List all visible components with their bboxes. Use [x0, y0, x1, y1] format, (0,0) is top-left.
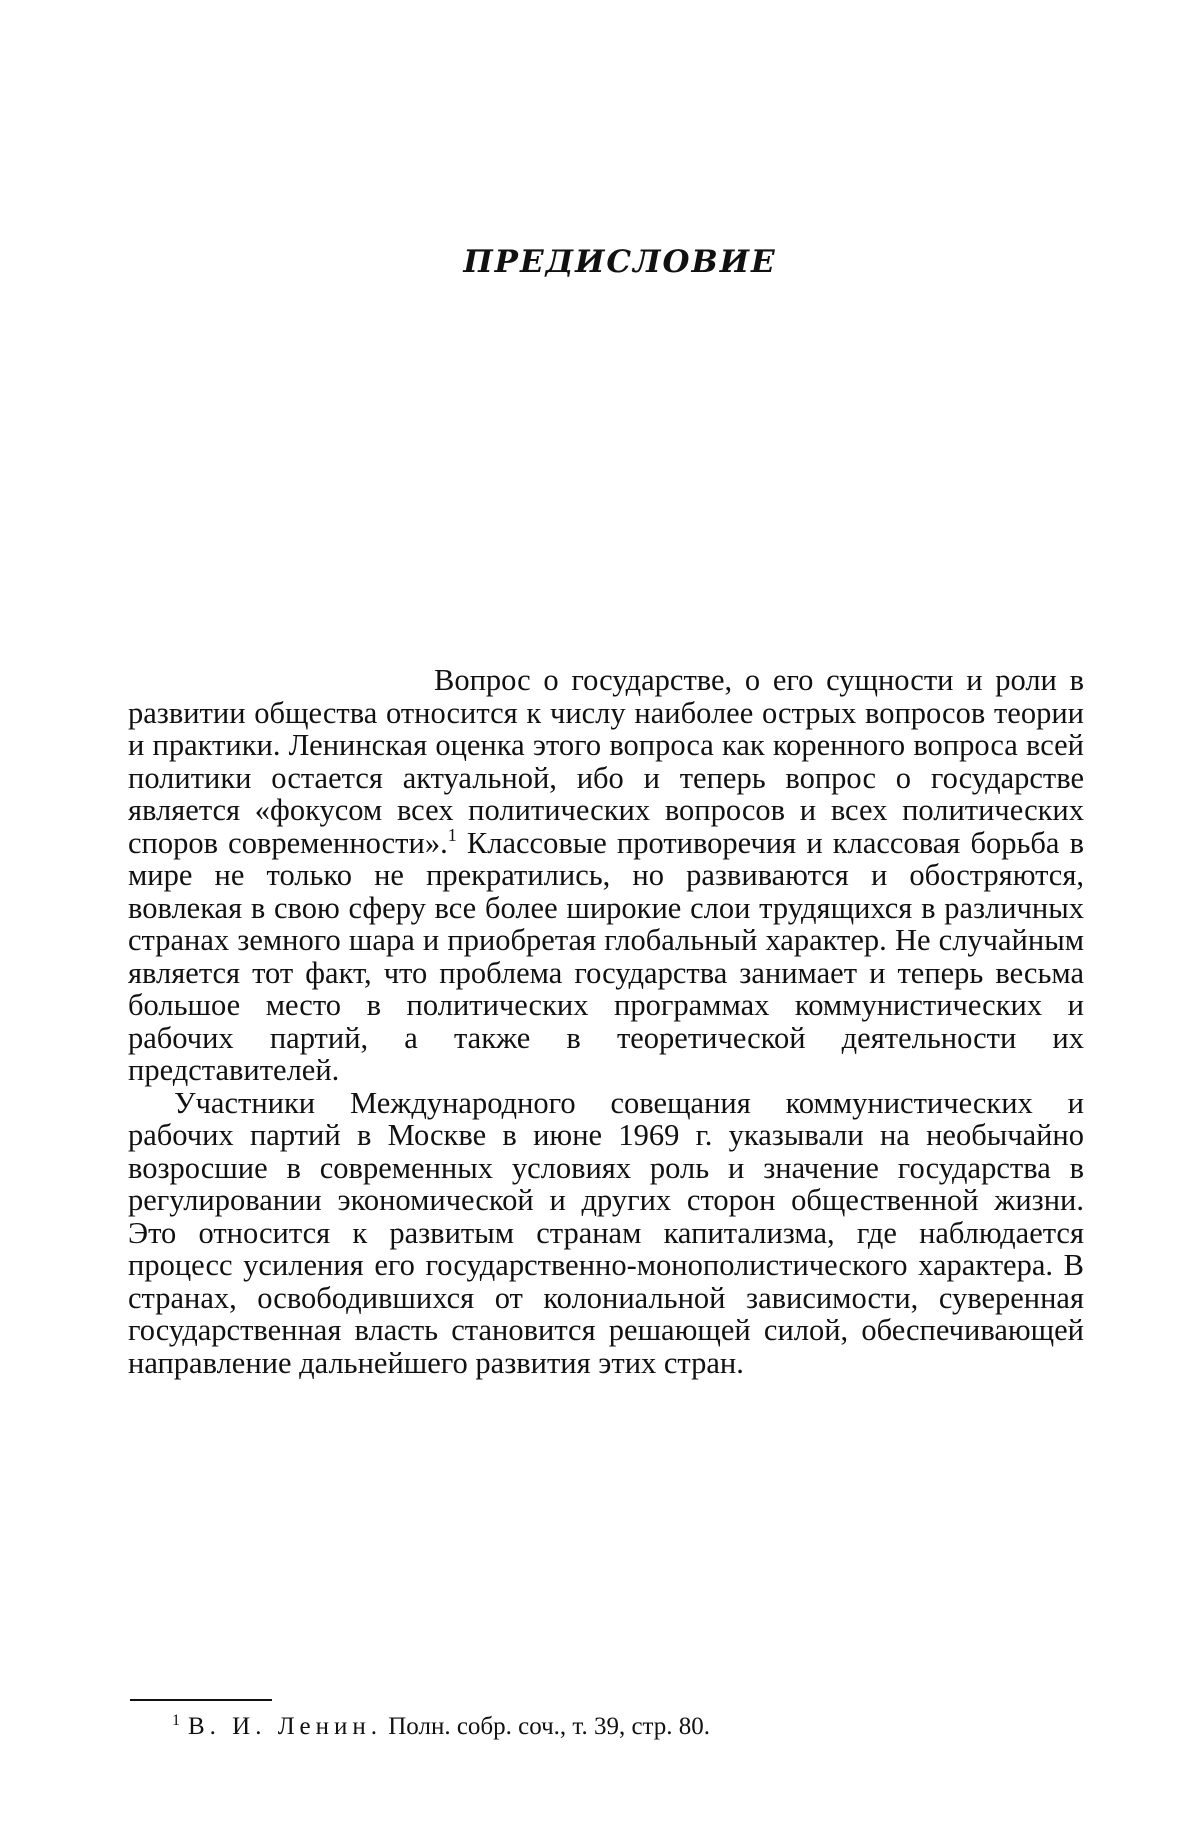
page-title: ПРЕДИСЛОВИЕ — [463, 244, 777, 280]
footnote-source: Полн. собр. соч., т. 39, стр. 80. — [382, 1713, 711, 1740]
footnote — [172, 1706, 710, 1742]
footnote-divider — [130, 1699, 272, 1701]
body-text — [128, 664, 1084, 1379]
paragraph-2: Участники Международного совещания коммунистических и рабочих партий в Москве в июне 1969 г. указывали на необычайно возросшие в современных условиях роль и значение государства в регулировании экономической и других сторон общественной жизни. Это относится к развитым странам капитализма, где наблюдается процесс усиления его государственно-монополистического характера. В странах, освободившихся от колониальной зависимости, суверенная государственная власть становится решающей силой, обеспечивающей направление дальнейшего развития этих стран. — [128, 1085, 1084, 1380]
paragraph-1-text-b: Классовые противоречия и классовая борьба в мире не только не прекратились, но развиваются и обостряются, вовлекая в свою сферу все более широкие слои трудящихся в различных странах земного шара и приобретая глобальный характер. Не случайным является тот факт, что проблема государства занимает и теперь весьма большое место в политических программах коммунистических и рабочих партий, а также в теоретической деятельности их представителей. — [128, 825, 1084, 1087]
footnote-reference: 1 — [447, 824, 457, 845]
footnote-mark: 1 — [172, 1712, 180, 1729]
paragraph-1 — [128, 664, 1084, 1087]
paragraph-1-text-a: Вопрос о государстве, о его сущности и роли в развитии общества относится к числу наиболее острых вопросов теории и практики. Ленинская оценка этого вопроса как коренного вопроса всей политики остается актуальной, ибо и теперь вопрос о государстве является «фокусом всех политических вопросов и всех политических споров современности». — [128, 663, 1084, 860]
footnote-author: В. И. Ленин. — [188, 1713, 382, 1740]
